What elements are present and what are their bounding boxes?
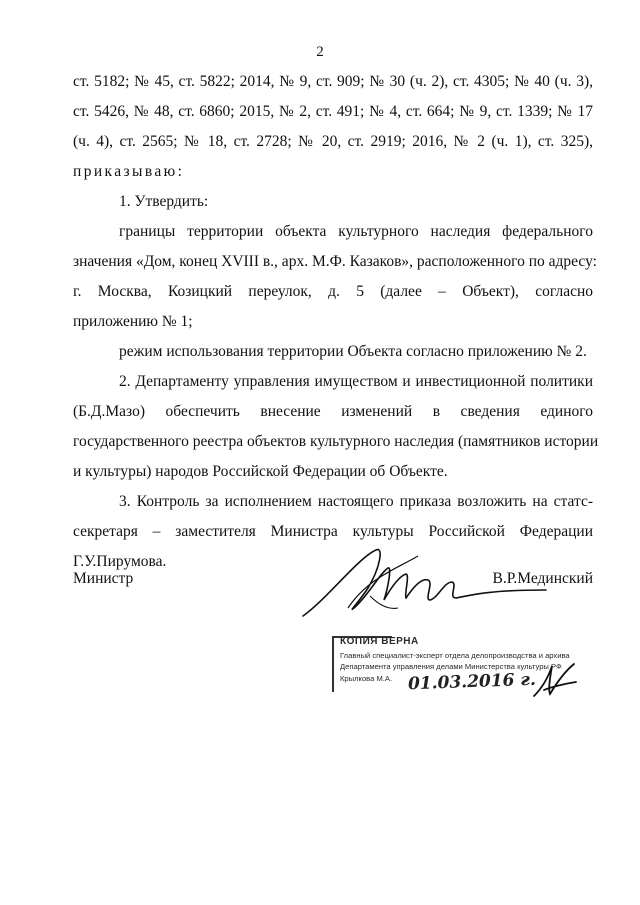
stamp-date: 01.03.2016 г. <box>407 669 537 695</box>
paragraph-line: приложению № 1; <box>73 313 193 330</box>
order-verb: приказываю: <box>73 163 185 180</box>
stamp-line: Крылкова М.А. <box>340 674 393 683</box>
paragraph-line: секретаря – заместителя Министра культуры Российской Федерации <box>73 523 593 540</box>
item-1: 1. Утвердить: <box>119 193 209 210</box>
signatory-title: Министр <box>73 570 134 587</box>
stamp-title: КОПИЯ ВЕРНА <box>340 636 419 647</box>
paragraph-line: (Б.Д.Мазо) обеспечить внесение изменений в сведения единого <box>73 403 593 420</box>
paragraph-line: значения «Дом, конец XVIII в., арх. М.Ф. Казаков», расположенного по адресу: <box>73 253 597 270</box>
stamp-signature <box>530 660 580 700</box>
paragraph-line: границы территории объекта культурного наследия федерального <box>119 223 593 240</box>
signature-block <box>73 560 593 620</box>
stamp-line: Главный специалист-эксперт отдела делопроизводства и архива <box>340 651 570 660</box>
paragraph-line: (ч. 4), ст. 2565; № 18, ст. 2728; № 20, ст. 2919; 2016, № 2 (ч. 1), ст. 325), <box>73 133 593 150</box>
paragraph-line: государственного реестра объектов культурного наследия (памятников истории <box>73 433 599 450</box>
stamp-border <box>332 636 334 692</box>
page-number: 2 <box>316 44 324 60</box>
paragraph-line: 3. Контроль за исполнением настоящего приказа возложить на статс- <box>119 493 593 510</box>
certified-copy-stamp <box>330 632 592 706</box>
paragraph-line: ст. 5182; № 45, ст. 5822; 2014, № 9, ст. 909; № 30 (ч. 2), ст. 4305; № 40 (ч. 3), <box>73 73 593 90</box>
item-1-regime: режим использования территории Объекта согласно приложению № 2. <box>119 343 587 360</box>
stamp-line: Департамента управления делами Министерства культуры РФ <box>340 662 562 671</box>
paragraph-line: и культуры) народов Российской Федерации об Объекте. <box>73 463 448 480</box>
signatory-name: В.Р.Мединский <box>492 570 593 587</box>
paragraph-line: 2. Департаменту управления имуществом и инвестиционной политики <box>119 373 593 390</box>
document-body <box>73 68 599 578</box>
paragraph-line: ст. 5426, № 48, ст. 6860; 2015, № 2, ст. 491; № 4, ст. 664; № 9, ст. 1339; № 17 <box>73 103 593 120</box>
paragraph-line: Г.У.Пирумова. <box>73 553 167 570</box>
paragraph-line: г. Москва, Козицкий переулок, д. 5 (далее – Объект), согласно <box>73 283 593 300</box>
